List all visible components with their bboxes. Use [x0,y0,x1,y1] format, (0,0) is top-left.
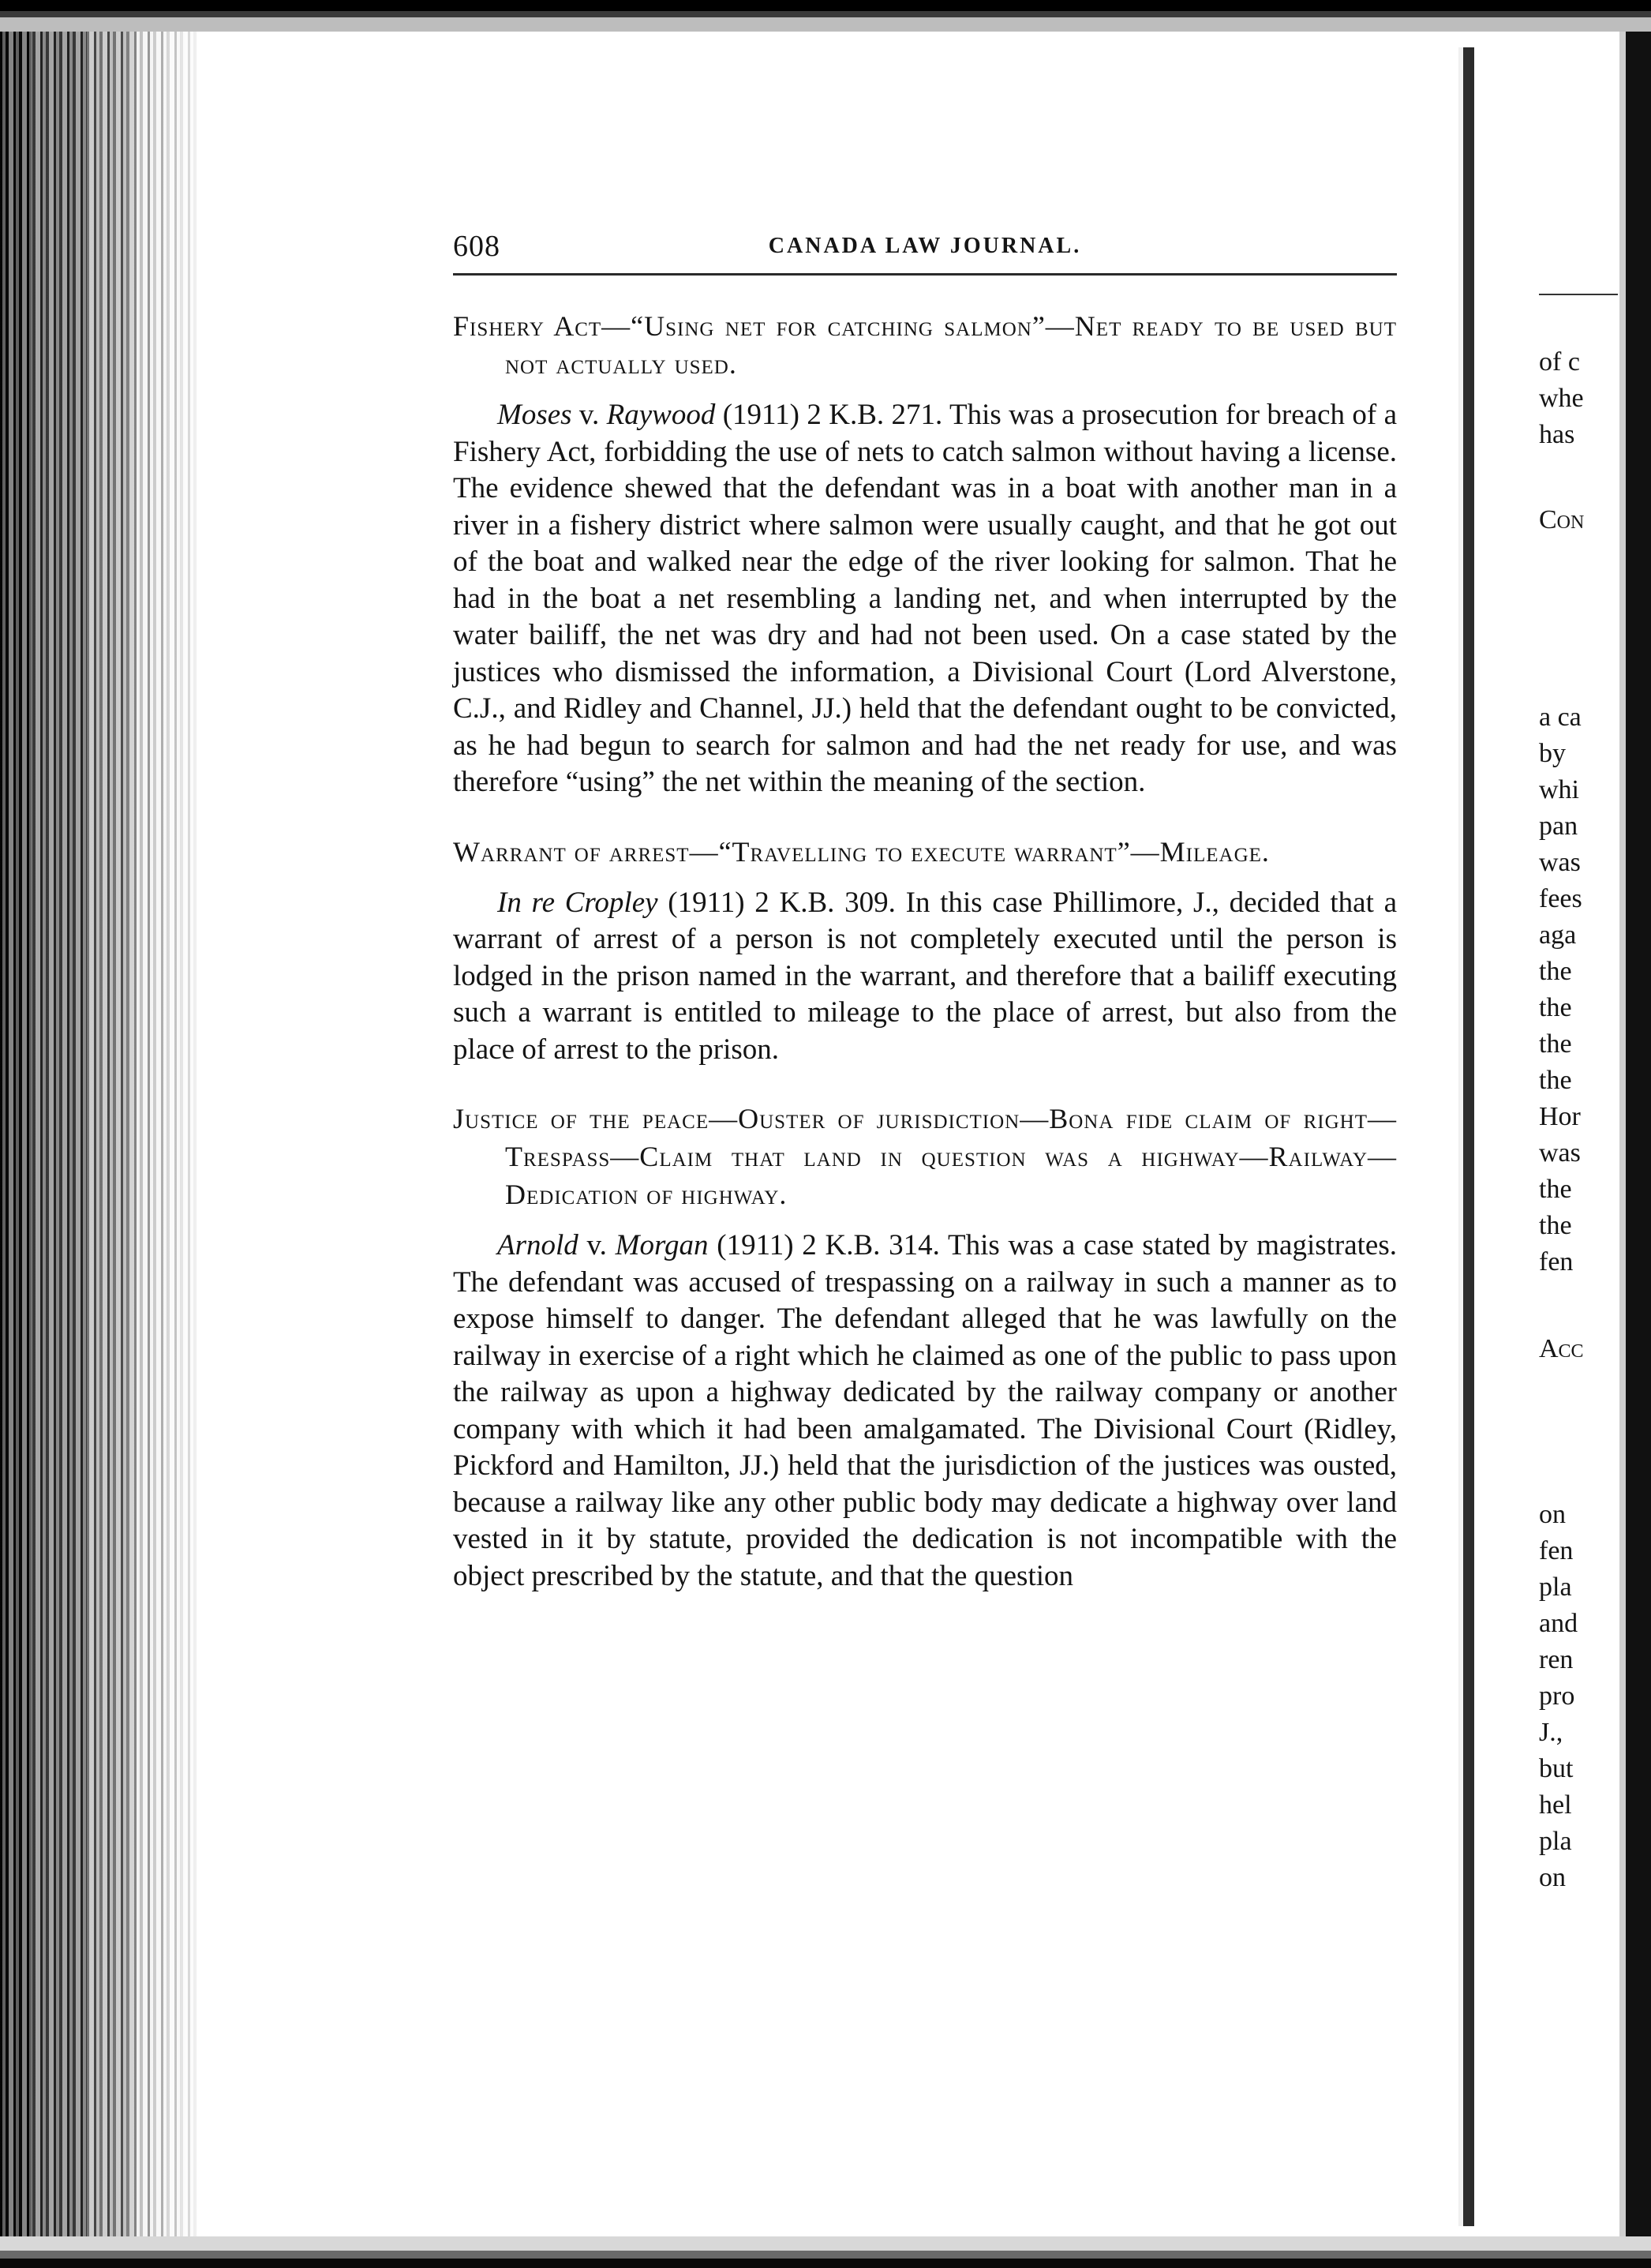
neighbour-text-fragment: whi [1539,775,1579,804]
case-paragraph [453,397,1397,801]
scan-top-edge [0,0,1651,32]
neighbour-rule [1539,294,1618,295]
case-citation: (1911) 2 K.B. 314. [708,1229,940,1261]
neighbour-text-fragment: was [1539,1138,1581,1168]
journal-page [453,229,1397,1624]
case-name-2: Morgan [615,1229,709,1261]
case-body: This was a prosecution for breach of a Fishery Act, forbidding the use of nets to catch salmon without having a license. The evidence shewed that the defendant was in a boat with another man in a river in a fishery district where salmon were usually caught, and that he got out of the boat and walked near the edge of the river looking for salmon. That he had in the boat a net resembling a landing net, and when interrupted by the water bailiff, the net was dry and had not been used. On a case stated by the justices who dismissed the information, a Divisional Court (Lord Alverstone, C.J., and Ridley and Channel, JJ.) held that the defendant ought to be convicted, as he had begun to search for salmon and had the net ready for use, and was therefore “using” the net within the meaning of the section. [453,399,1397,798]
neighbour-text-fragment: pan [1539,812,1578,841]
case-body: This was a case stated by magistrates. The defendant was accused of trespassing on a railway in such a manner as to expose himself to danger. The defendant alleged that he was lawfully on the railway in exercise of a right which he claimed as one of the public to pass upon the railway as upon a highway dedicated by the railway company or another company with which it had been amalgamated. The Divisional Court (Ridley, Pickford and Hamilton, JJ.) held that the jurisdiction of the justices was ousted, because a railway like any other public body may dedicate a highway over land vested in it by statute, provided the dedication is not incompatible with the object prescribed by the statute, and that the question [453,1229,1397,1592]
section-heading: Warrant of arrest—“Travelling to execute warrant”—Mileage. [453,835,1270,868]
neighbour-text-fragment: fen [1539,1247,1574,1276]
neighbour-text-fragment: pro [1539,1681,1575,1711]
case-citation: (1911) 2 K.B. 309. [657,886,896,919]
neighbour-text-fragment: a ca [1539,703,1582,732]
neighbour-text-fragment: the [1539,957,1572,986]
neighbour-text-fragment: the [1539,1029,1572,1059]
case-versus: v. [578,1229,616,1261]
neighbour-text-fragment: fees [1539,884,1582,913]
neighbour-text-fragment: Hor [1539,1102,1581,1131]
neighbour-text-fragment: whe [1539,384,1584,413]
section-fishery-act [453,307,1397,801]
neighbour-text-fragment: on [1539,1863,1566,1892]
neighbour-text-fragment: has [1539,420,1575,449]
neighbour-text-fragment: on [1539,1500,1566,1529]
case-versus: v. [571,399,607,431]
neighbour-text-fragment: of c [1539,347,1580,377]
neighbour-text-fragment: pla [1539,1573,1572,1602]
page-number: 608 [453,230,500,263]
neighbour-text-fragment: hel [1539,1790,1572,1820]
neighbour-text-fragment: and [1539,1609,1578,1638]
neighbour-text-fragment: pla [1539,1827,1572,1856]
section-heading: Fishery Act—“Using net for catching salmon”—Net ready to be used but not actually used. [453,310,1397,380]
neighbour-text-fragment: the [1539,1066,1572,1095]
neighbour-text-fragment: Acc [1539,1334,1584,1363]
neighbour-text-fragment: the [1539,1211,1572,1240]
case-name: Arnold [497,1229,578,1261]
neighbour-text-fragment: fen [1539,1536,1574,1565]
case-name: In re Cropley [497,886,658,919]
neighbour-text-fragment: the [1539,993,1572,1022]
case-name-2: Raywood [606,399,716,431]
neighbour-text-fragment: J., [1539,1718,1563,1747]
neighbour-text-fragment: by [1539,739,1566,768]
section-heading: Justice of the peace—Ouster of jurisdiction—Bona fide claim of right—Trespass—Claim that land in question was a highway—Railway—Dedication of highway. [453,1103,1397,1210]
neighbour-text-fragment: ren [1539,1645,1574,1674]
running-head [453,229,1397,276]
journal-title: CANADA LAW JOURNAL. [768,234,1082,258]
neighbour-text-fragment: was [1539,848,1581,877]
case-paragraph [453,1228,1397,1595]
section-justice-of-the-peace [453,1100,1397,1595]
neighbour-text-fragment: but [1539,1754,1574,1783]
case-paragraph [453,885,1397,1069]
neighbour-text-fragment: Con [1539,505,1585,534]
neighbour-text-fragment: aga [1539,920,1577,950]
scan-right-edge [1619,0,1651,2268]
scan-bottom-edge [0,2236,1651,2268]
neighbour-text-fragment: the [1539,1175,1572,1204]
case-body: In this case Phillimore, J., decided that a warrant of arrest of a person is not completely executed until the person is lodged in the prison named in the warrant, and therefore that a bailiff executing such a warrant is entitled to mileage to the place of arrest, but also from the place of arrest to the prison. [453,886,1397,1066]
section-warrant-of-arrest [453,833,1397,1069]
case-citation: (1911) 2 K.B. 271. [715,399,943,431]
case-name: Moses [497,399,572,431]
scan-left-fade [118,0,213,2268]
